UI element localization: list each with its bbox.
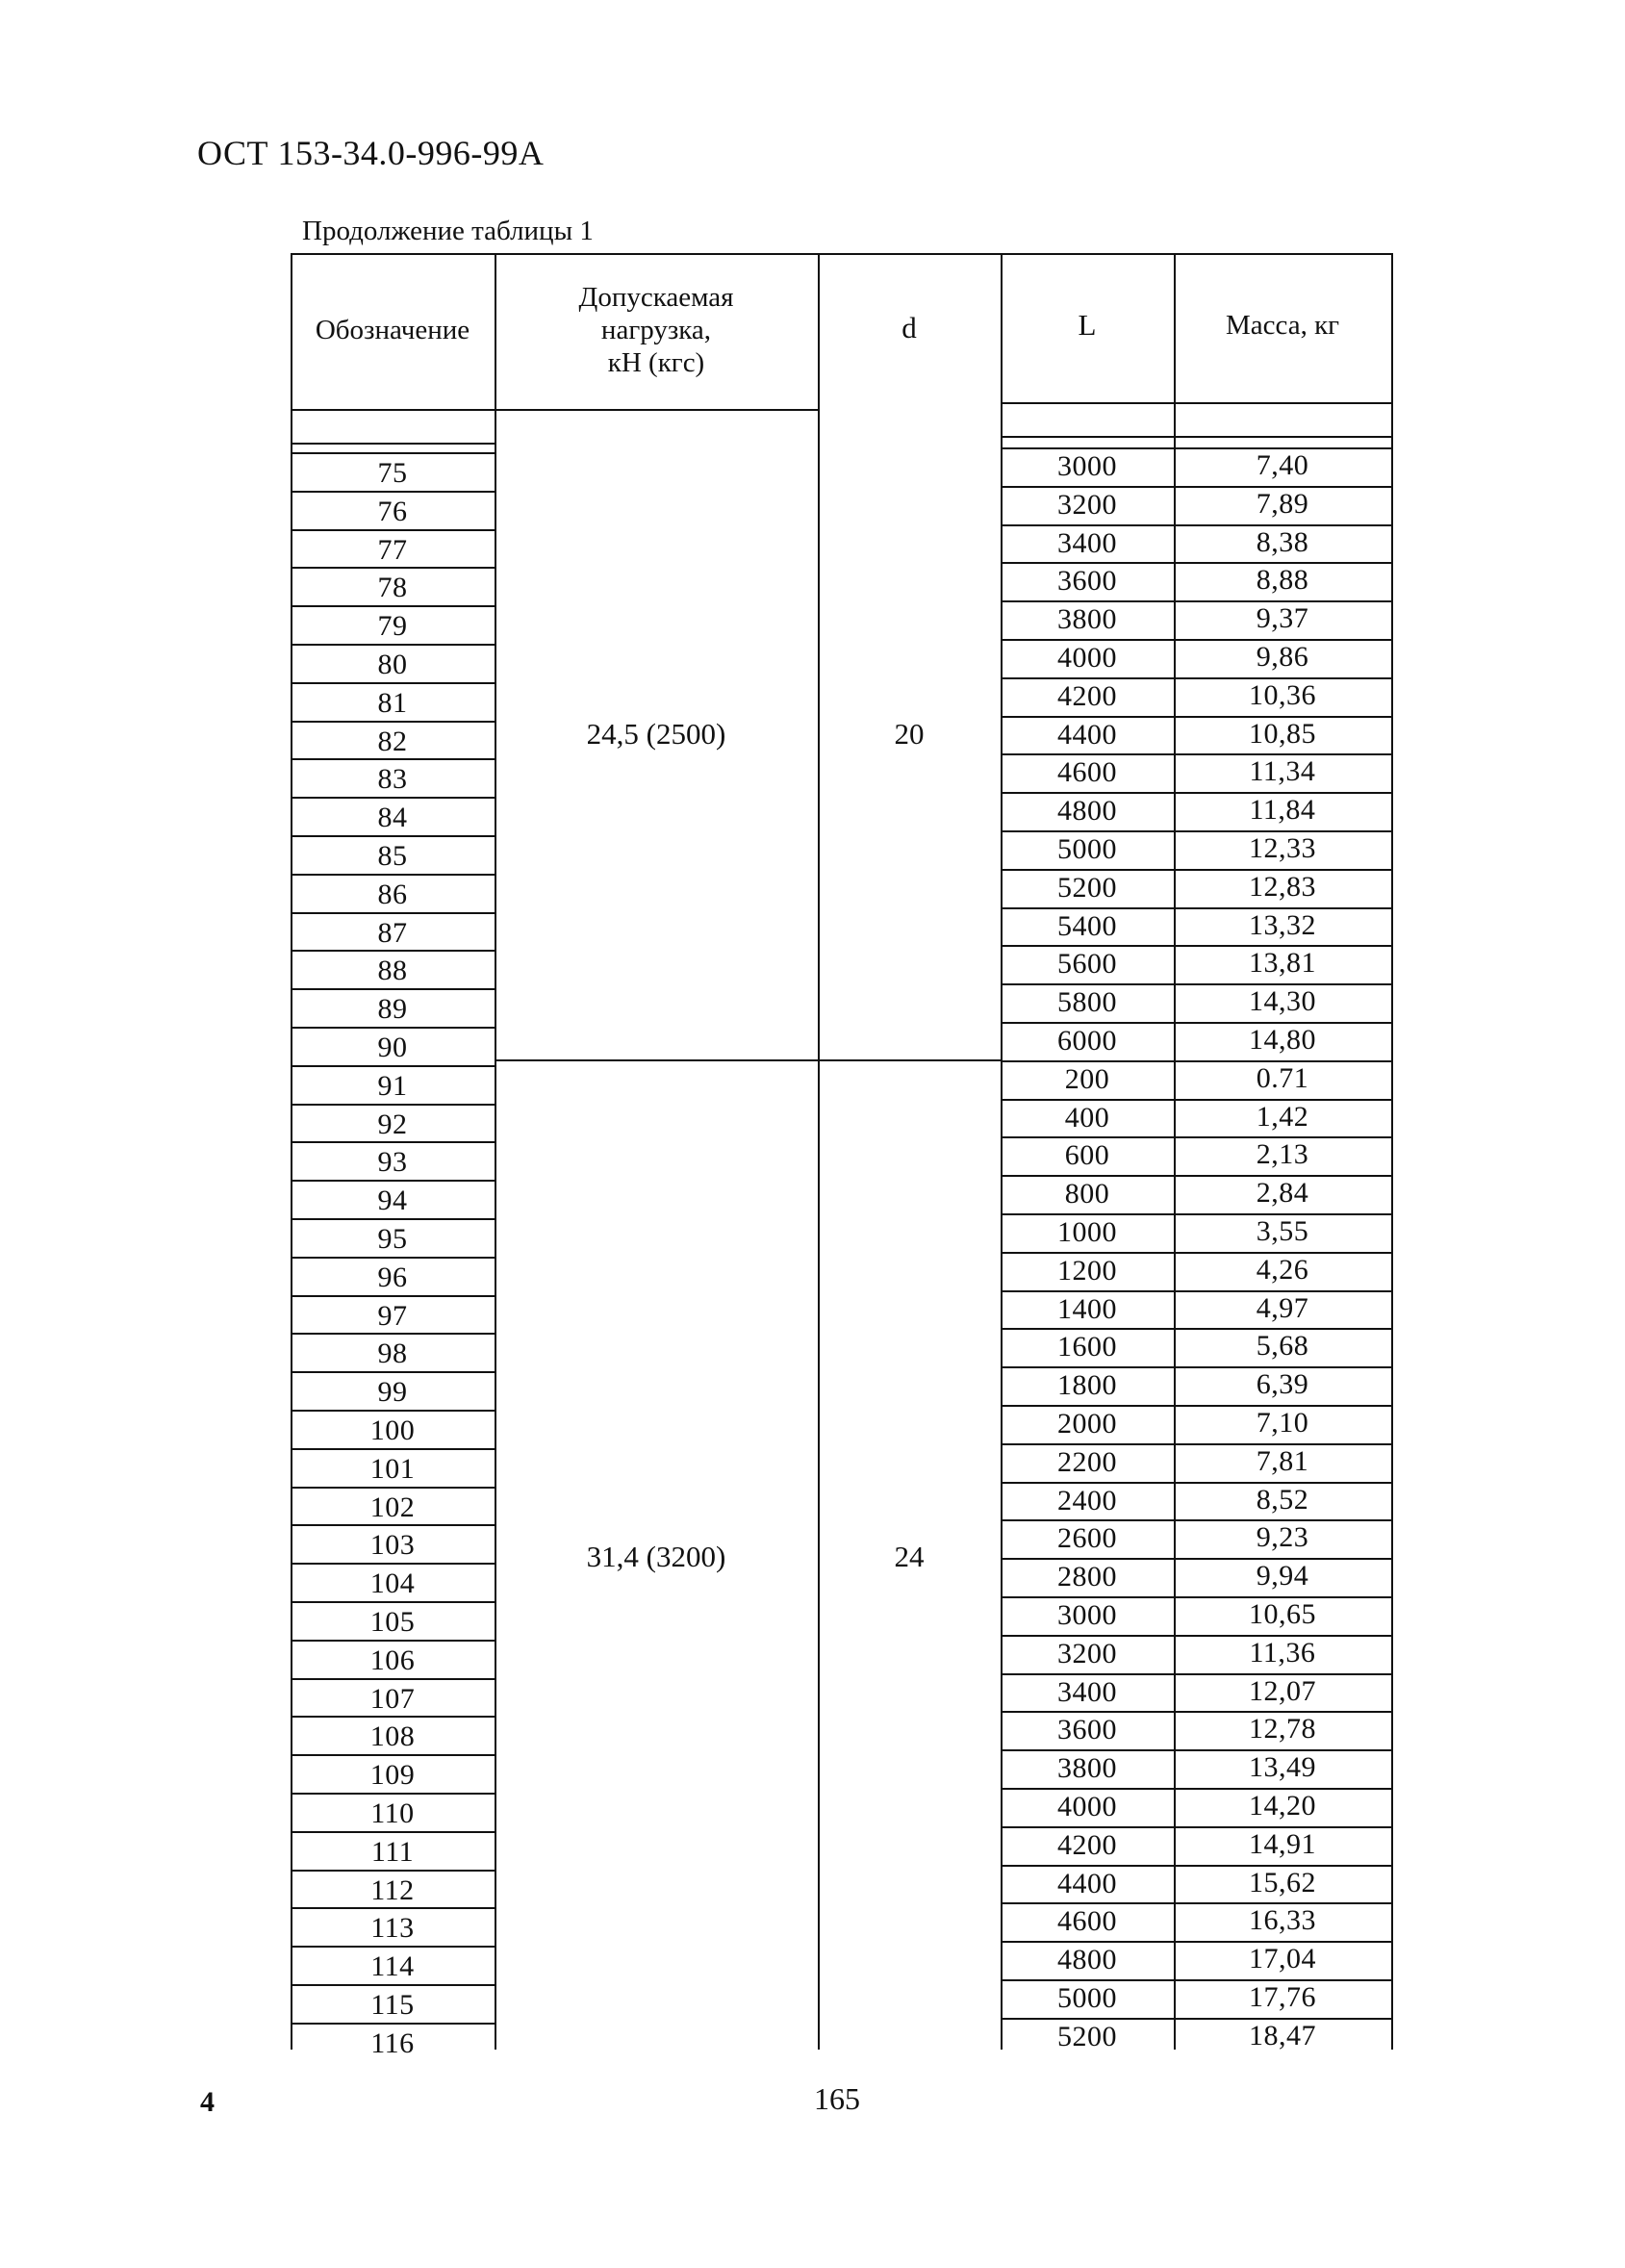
table-rule (1001, 1902, 1391, 1904)
table-cell-mass: 12,07 (1249, 1674, 1316, 1707)
table-rule (291, 874, 495, 876)
column-header-load-line-3: кН (кгс) (607, 347, 705, 378)
table-cell-designation: 108 (369, 1720, 416, 1753)
table-rule (1001, 1405, 1391, 1407)
table-rule (291, 1640, 495, 1642)
table-cell-mass: 10,65 (1249, 1598, 1316, 1630)
table-cell-designation: 112 (370, 1873, 415, 1906)
table-cell-designation: 80 (377, 649, 408, 680)
group-2-d: 24 (894, 1540, 925, 1573)
table-cell-L: 5400 (1057, 909, 1117, 942)
table-rule (291, 988, 495, 990)
table-rule (1001, 1328, 1391, 1330)
table-rule (291, 1218, 495, 1220)
table-cell-L: 3800 (1057, 603, 1117, 636)
table-rule (1001, 447, 1391, 449)
table-cell-L: 3200 (1057, 488, 1117, 521)
table-rule (1001, 1290, 1391, 1292)
table-cell-designation: 81 (377, 686, 408, 719)
table-rule (291, 491, 495, 493)
table-cell-designation: 110 (370, 1797, 415, 1829)
table-rule (1001, 639, 1391, 641)
table-cell-L: 2400 (1057, 1484, 1117, 1516)
table-cell-mass: 7,89 (1256, 487, 1309, 520)
table-cell-mass: 14,20 (1249, 1790, 1316, 1822)
table-cell-mass: 13,49 (1249, 1751, 1316, 1784)
table-rule (1001, 716, 1391, 718)
table-rule (291, 644, 495, 646)
table-cell-designation: 83 (377, 763, 408, 796)
table-cell-designation: 84 (377, 802, 408, 834)
table-rule (1001, 1443, 1391, 1445)
group-1-load: 24,5 (2500) (586, 717, 726, 751)
group-1-d: 20 (894, 717, 925, 751)
table-rule (291, 682, 495, 684)
table-cell-mass: 7,40 (1256, 449, 1309, 481)
table-cell-mass: 7,81 (1256, 1444, 1309, 1477)
column-header-load-line-2: нагрузка, (600, 315, 712, 345)
table-rule (1001, 677, 1391, 679)
table-rule (291, 1716, 495, 1718)
table-cell-L: 600 (1064, 1139, 1110, 1172)
table-rule (291, 443, 495, 445)
table-cell-mass: 15,62 (1249, 1866, 1316, 1898)
table-rule (291, 1870, 495, 1872)
column-header-mass: Масса, кг (1225, 310, 1340, 341)
table-rule (1001, 792, 1391, 794)
table-rule (291, 1104, 495, 1106)
table-cell-mass: 14,30 (1249, 985, 1316, 1018)
page-number: 165 (814, 2081, 860, 2116)
table-cell-mass: 10,36 (1249, 678, 1316, 711)
table-cell-mass: 10,85 (1249, 717, 1316, 750)
table-cell-L: 4000 (1057, 1791, 1117, 1822)
table-cell-L: 3400 (1057, 1675, 1117, 1708)
table-cell-L: 5600 (1057, 948, 1117, 981)
table-cell-L: 5200 (1057, 871, 1117, 904)
table-cell-mass: 14,91 (1249, 1827, 1316, 1860)
table-cell-L: 3200 (1057, 1637, 1117, 1669)
table-cell-designation: 106 (369, 1644, 416, 1676)
table-column-rule (1391, 253, 1393, 2050)
table-rule (291, 253, 1391, 255)
table-cell-designation: 79 (377, 610, 408, 643)
table-cell-designation: 86 (377, 878, 408, 910)
table-cell-L: 5200 (1057, 2020, 1117, 2052)
table-cell-mass: 1,42 (1256, 1100, 1309, 1133)
table-rule (1001, 1979, 1391, 1981)
table-rule (1001, 1213, 1391, 1215)
table-rule (1001, 2018, 1391, 2020)
table-cell-L: 1400 (1057, 1292, 1117, 1325)
table-cell-mass: 8,52 (1256, 1483, 1309, 1516)
table-cell-mass: 17,76 (1249, 1981, 1316, 2013)
table-column-rule (818, 253, 820, 2050)
table-cell-designation: 90 (377, 1032, 408, 1063)
table-cell-designation: 94 (377, 1185, 408, 1217)
table-cell-L: 4400 (1057, 1867, 1117, 1899)
table-cell-mass: 2,84 (1256, 1177, 1309, 1210)
table-rule (1001, 1865, 1391, 1867)
table-rule (291, 1141, 495, 1143)
table-rule (291, 1831, 495, 1833)
table-cell-mass: 0.71 (1256, 1061, 1309, 1094)
page-left-marker: 4 (200, 2086, 215, 2118)
table-rule (1001, 869, 1391, 871)
table-cell-mass: 3,55 (1256, 1215, 1309, 1247)
table-rule (1001, 1022, 1391, 1024)
column-header-L: L (1078, 308, 1097, 342)
table-cell-mass: 9,37 (1256, 602, 1309, 635)
table-rule (1001, 562, 1391, 564)
table-cell-L: 4400 (1057, 718, 1117, 751)
table-cell-L: 2200 (1057, 1445, 1117, 1478)
table-rule (1001, 1482, 1391, 1484)
table-cell-designation: 115 (370, 1989, 415, 2021)
table-rule (1001, 1099, 1391, 1101)
table-cell-L: 1200 (1057, 1254, 1117, 1287)
table-cell-designation: 78 (377, 572, 408, 604)
table-cell-L: 400 (1064, 1101, 1110, 1134)
column-header-load-line-1: Допускаемая (578, 282, 734, 313)
table-cell-mass: 16,33 (1249, 1904, 1316, 1937)
table-rule (1001, 1673, 1391, 1675)
table-rule (291, 1487, 495, 1489)
table-rule (291, 529, 495, 531)
table-cell-L: 3000 (1057, 1599, 1117, 1631)
table-cell-L: 4000 (1057, 642, 1117, 674)
table-cell-mass: 9,86 (1256, 641, 1309, 673)
table-rule (291, 1180, 495, 1182)
table-rule (291, 1907, 495, 1909)
table-cell-designation: 105 (369, 1606, 416, 1638)
table-rule (291, 1524, 495, 1526)
table-cell-mass: 6,39 (1256, 1368, 1309, 1401)
table-cell-L: 3600 (1057, 565, 1117, 598)
table-rule (291, 452, 495, 454)
table-rule (291, 1295, 495, 1297)
table-rule (1001, 1635, 1391, 1637)
table-rule (1001, 436, 1391, 438)
table-cell-mass: 13,32 (1249, 908, 1316, 941)
table-cell-mass: 4,26 (1256, 1253, 1309, 1286)
table-cell-L: 3800 (1057, 1752, 1117, 1785)
table-rule (1001, 486, 1391, 488)
table-rule (291, 1027, 495, 1029)
table-rule (1001, 1711, 1391, 1713)
table-rule (1001, 1252, 1391, 1254)
table-cell-designation: 92 (377, 1108, 408, 1140)
table-caption: Продолжение таблицы 1 (302, 216, 594, 246)
table-rule (1001, 1175, 1391, 1177)
table-rule (291, 1410, 495, 1412)
group-2-load: 31,4 (3200) (586, 1540, 726, 1573)
table-cell-designation: 113 (370, 1912, 415, 1945)
table-cell-L: 2800 (1057, 1561, 1117, 1593)
table-rule (1001, 1558, 1391, 1560)
table-cell-mass: 8,38 (1256, 525, 1309, 558)
table-rule (1001, 907, 1391, 909)
table-rule (291, 1946, 495, 1948)
table-rule (291, 1371, 495, 1373)
table-rule (1001, 945, 1391, 947)
column-header-designation: Обозначение (315, 315, 470, 345)
table-rule (1001, 1826, 1391, 1828)
table-cell-mass: 11,36 (1249, 1636, 1316, 1669)
table-cell-designation: 85 (377, 840, 408, 872)
table-cell-L: 1800 (1057, 1369, 1117, 1402)
table-cell-L: 4200 (1057, 1828, 1117, 1861)
table-cell-L: 3400 (1057, 526, 1117, 559)
table-cell-L: 200 (1064, 1062, 1110, 1095)
table-cell-L: 4800 (1057, 1944, 1117, 1976)
table-cell-designation: 98 (377, 1338, 408, 1370)
table-rule (495, 1059, 1001, 1061)
table-cell-designation: 109 (369, 1759, 416, 1792)
table-rule (291, 950, 495, 952)
table-cell-designation: 77 (377, 533, 408, 566)
table-cell-designation: 100 (369, 1414, 416, 1446)
table-cell-mass: 7,10 (1256, 1407, 1309, 1439)
table-cell-mass: 12,78 (1249, 1713, 1316, 1746)
table-cell-L: 3000 (1057, 450, 1117, 482)
table-cell-mass: 9,23 (1256, 1521, 1309, 1554)
table-rule (1001, 1941, 1391, 1943)
table-rule (291, 721, 495, 723)
table-rule (291, 409, 818, 411)
table-rule (291, 567, 495, 569)
table-cell-designation: 76 (377, 495, 408, 527)
table-rule (1001, 830, 1391, 832)
table-cell-L: 1600 (1057, 1331, 1117, 1363)
table-rule (291, 605, 495, 607)
table-cell-designation: 111 (370, 1835, 415, 1868)
table-rule (291, 1563, 495, 1565)
table-rule (1001, 524, 1391, 526)
table-cell-designation: 101 (369, 1452, 416, 1485)
table-cell-designation: 96 (377, 1261, 408, 1293)
table-cell-designation: 97 (377, 1299, 408, 1332)
table-cell-mass: 18,47 (1249, 2019, 1316, 2051)
table-rule (291, 1257, 495, 1259)
table-cell-designation: 104 (369, 1567, 416, 1600)
table-cell-L: 800 (1064, 1178, 1110, 1210)
table-cell-designation: 89 (377, 993, 408, 1026)
table-cell-designation: 91 (377, 1069, 408, 1102)
table-cell-L: 3600 (1057, 1714, 1117, 1746)
table-cell-L: 5800 (1057, 986, 1117, 1019)
table-rule (291, 2023, 495, 2025)
table-rule (291, 1601, 495, 1603)
table-cell-mass: 8,88 (1256, 564, 1309, 597)
table-column-rule (495, 253, 496, 2050)
table-rule (291, 797, 495, 799)
table-cell-L: 1000 (1057, 1216, 1117, 1248)
table-rule (1001, 402, 1391, 404)
table-cell-L: 6000 (1057, 1025, 1117, 1057)
table-cell-L: 4600 (1057, 1905, 1117, 1938)
table-cell-designation: 82 (377, 725, 408, 757)
table-cell-L: 2000 (1057, 1408, 1117, 1440)
table-rule (1001, 1788, 1391, 1790)
table-rule (1001, 1136, 1391, 1138)
table-cell-designation: 87 (377, 916, 408, 949)
table-cell-mass: 17,04 (1249, 1943, 1316, 1975)
table-cell-designation: 116 (370, 2026, 415, 2059)
table-rule (1001, 1596, 1391, 1598)
table-cell-mass: 2,13 (1256, 1138, 1309, 1171)
table-cell-designation: 95 (377, 1223, 408, 1255)
table-cell-L: 2600 (1057, 1522, 1117, 1555)
table-cell-mass: 5,68 (1256, 1330, 1309, 1363)
table-cell-designation: 99 (377, 1376, 408, 1409)
table-cell-mass: 12,83 (1249, 870, 1316, 903)
table-rule (291, 1984, 495, 1986)
table-rule (1001, 1060, 1391, 1062)
table-cell-designation: 88 (377, 955, 408, 987)
table-rule (291, 1448, 495, 1450)
table-cell-mass: 11,84 (1249, 794, 1316, 827)
table-rule (291, 912, 495, 914)
table-cell-L: 5000 (1057, 1982, 1117, 2014)
table-rule (291, 835, 495, 837)
table-rule (1001, 1749, 1391, 1751)
column-header-load (495, 253, 818, 407)
table-cell-L: 4200 (1057, 679, 1117, 712)
table-cell-L: 4600 (1057, 756, 1117, 789)
table-cell-designation: 93 (377, 1146, 408, 1179)
table-cell-mass: 11,34 (1249, 755, 1316, 788)
table-cell-designation: 102 (369, 1491, 416, 1523)
table-rule (1001, 753, 1391, 755)
table-cell-mass: 9,94 (1256, 1560, 1309, 1593)
table-rule (1001, 600, 1391, 602)
document-code: ОСТ 153-34.0-996-99А (197, 134, 545, 172)
table-rule (291, 1754, 495, 1756)
table-rule (1001, 1366, 1391, 1368)
table-rule (1001, 1519, 1391, 1521)
table-cell-mass: 4,97 (1256, 1291, 1309, 1324)
table-cell-designation: 103 (369, 1529, 416, 1562)
table-cell-mass: 14,80 (1249, 1024, 1316, 1056)
table-rule (291, 1333, 495, 1335)
table-rule (291, 1793, 495, 1795)
table-cell-designation: 107 (369, 1682, 416, 1715)
table-rule (291, 758, 495, 760)
table-rule (291, 1065, 495, 1067)
table-cell-designation: 114 (370, 1950, 415, 1983)
table-cell-designation: 75 (377, 457, 408, 489)
table-cell-mass: 13,81 (1249, 947, 1316, 980)
table-rule (291, 1678, 495, 1680)
table-cell-L: 4800 (1057, 795, 1117, 828)
table-cell-L: 5000 (1057, 833, 1117, 865)
table-cell-mass: 12,33 (1249, 832, 1316, 864)
column-header-d: d (901, 310, 917, 344)
table-rule (1001, 983, 1391, 985)
